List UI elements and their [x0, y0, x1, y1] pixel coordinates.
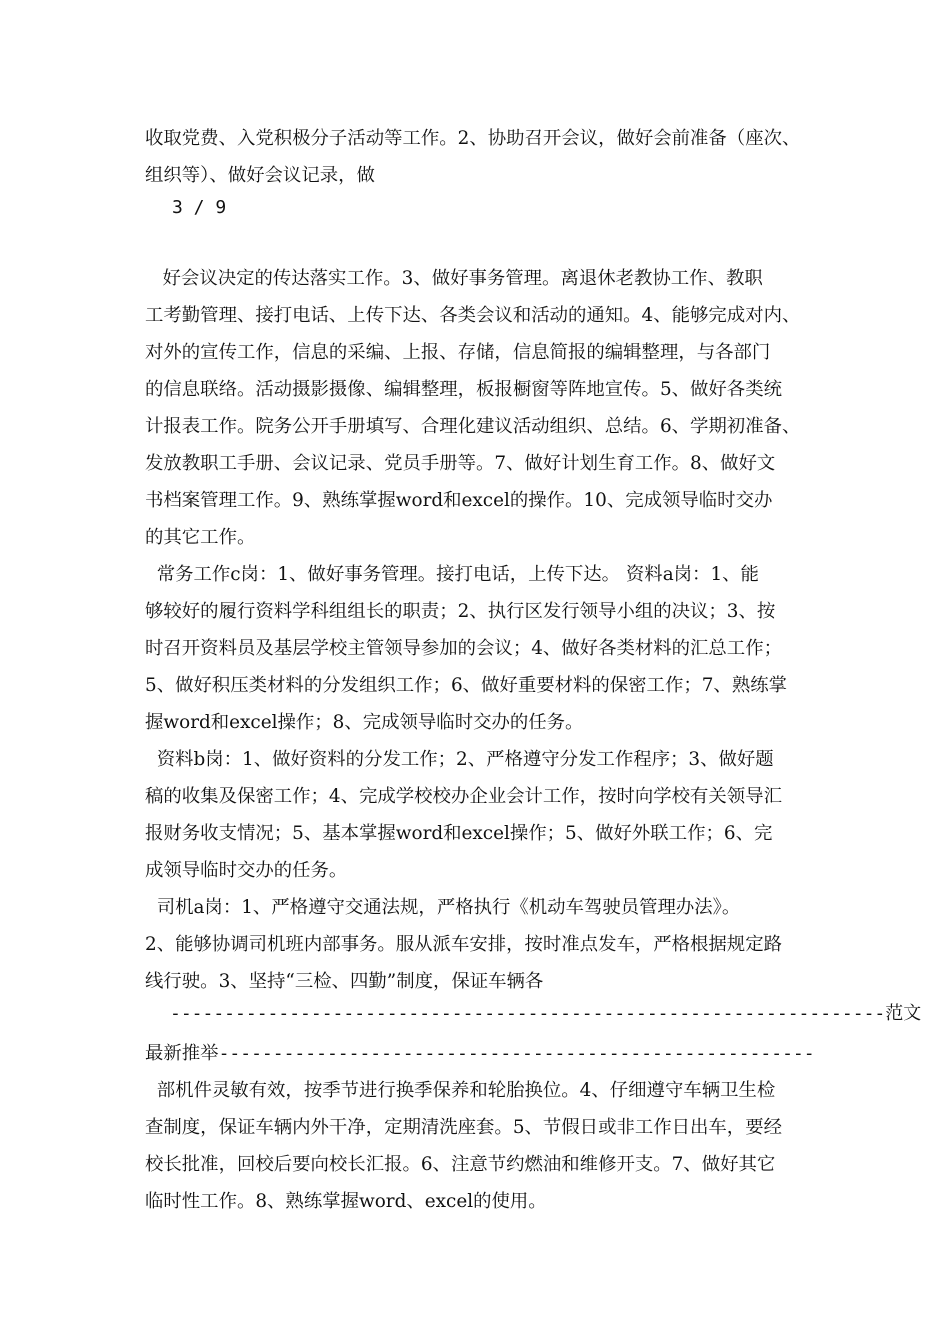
- text-line: 成领导临时交办的任务。: [145, 860, 348, 881]
- text-line: 好会议决定的传达落实工作。3、做好事务管理。离退休老教协工作、教职: [145, 268, 763, 289]
- text-line: 常务工作c岗：1、做好事务管理。接打电话，上传下达。 资料a岗：1、能: [145, 564, 759, 585]
- separator-label: 最新推举: [145, 1043, 219, 1064]
- text-line: 发放教职工手册、会议记录、党员手册等。7、做好计划生育工作。8、做好文: [145, 453, 776, 474]
- separator-dashes: -------------------------------------------------------: [218, 1043, 815, 1064]
- page-number: 3 / 9: [172, 197, 227, 218]
- text-line: 计报表工作。院务公开手册填写、合理化建议活动组织、总结。6、学期初准备、: [145, 416, 801, 437]
- text-line: 够较好的履行资料学科组组长的职责；2、执行区发行领导小组的决议；3、按: [145, 601, 776, 622]
- text-line: 的其它工作。: [145, 527, 256, 548]
- separator-line-2: [145, 1035, 815, 1072]
- text-line: 的信息联络。活动摄影摄像、编辑整理，板报橱窗等阵地宣传。5、做好各类统: [145, 379, 782, 400]
- text-line: 组织等）、做好会议记录，做: [145, 165, 375, 186]
- text-line: 收取党费、入党积极分子活动等工作。2、协助召开会议，做好会前准备（座次、: [145, 128, 801, 149]
- separator-line: ------------------------------------------------------------------范文: [170, 1003, 922, 1024]
- text-line: 5、做好积压类材料的分发组织工作；6、做好重要材料的保密工作；7、熟练掌: [145, 675, 787, 696]
- text-line: 时召开资料员及基层学校主管领导参加的会议；4、做好各类材料的汇总工作；: [145, 638, 782, 659]
- text-line: 临时性工作。8、熟练掌握word、excel的使用。: [145, 1191, 547, 1212]
- text-line: 握word和excel操作；8、完成领导临时交办的任务。: [145, 712, 584, 733]
- text-line: 报财务收支情况；5、基本掌握word和excel操作；5、做好外联工作；6、完: [145, 823, 773, 844]
- text-line: 司机a岗：1、严格遵守交通法规，严格执行《机动车驾驶员管理办法》。: [145, 897, 741, 918]
- text-line: 稿的收集及保密工作；4、完成学校校办企业会计工作，按时向学校有关领导汇: [145, 786, 782, 807]
- text-line: 工考勤管理、接打电话、上传下达、各类会议和活动的通知。4、能够完成对内、: [145, 305, 801, 326]
- text-line: 查制度，保证车辆内外干净，定期清洗座套。5、节假日或非工作日出车，要经: [145, 1117, 782, 1138]
- text-line: 书档案管理工作。9、熟练掌握word和excel的操作。10、完成领导临时交办: [145, 490, 773, 511]
- text-line: 部机件灵敏有效，按季节进行换季保养和轮胎换位。4、仔细遵守车辆卫生检: [145, 1080, 776, 1101]
- text-line: 资料b岗：1、做好资料的分发工作；2、严格遵守分发工作程序；3、做好题: [145, 749, 774, 770]
- text-line: 2、能够协调司机班内部事务。服从派车安排，按时准点发车，严格根据规定路: [145, 934, 782, 955]
- text-line: 线行驶。3、坚持“三检、四勤”制度，保证车辆各: [145, 971, 544, 992]
- text-line: 对外的宣传工作，信息的采编、上报、存储，信息简报的编辑整理，与各部门: [145, 342, 771, 363]
- text-line: 校长批准，回校后要向校长汇报。6、注意节约燃油和维修开支。7、做好其它: [145, 1154, 776, 1175]
